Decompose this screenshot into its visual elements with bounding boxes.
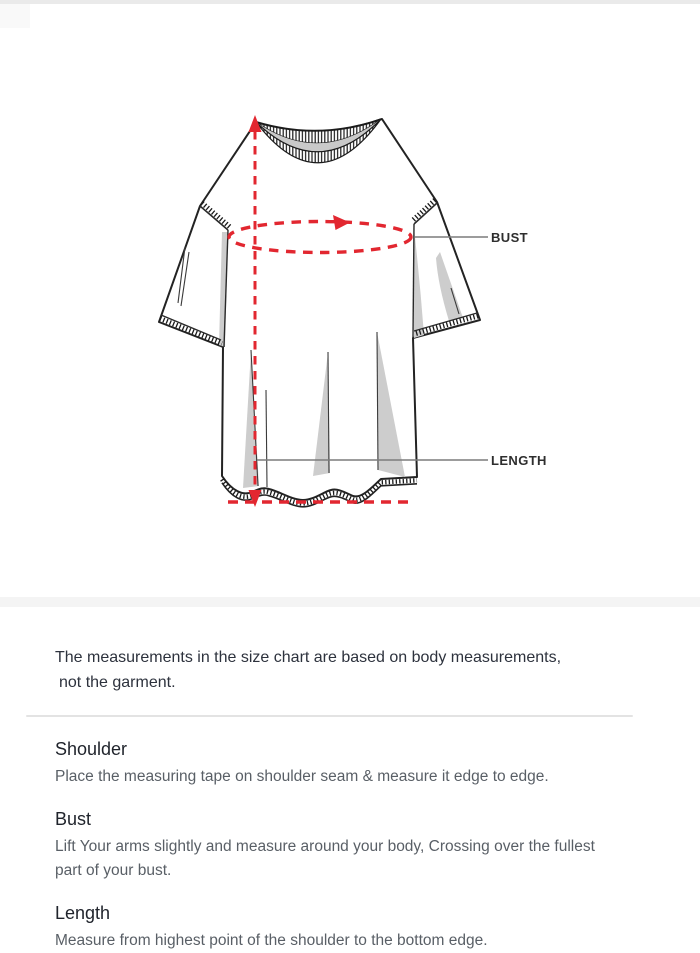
horizontal-rule xyxy=(26,715,633,717)
bust-description: Lift Your arms slightly and measure around your body, Crossing over the fullest part of your bust. xyxy=(55,838,595,879)
length-label: LENGTH xyxy=(491,453,547,468)
length-description: Measure from highest point of the shoulder to the bottom edge. xyxy=(55,932,488,949)
shoulder-heading: Shoulder xyxy=(55,739,128,759)
bust-heading: Bust xyxy=(55,809,92,829)
section-length xyxy=(55,902,617,953)
section-shoulder xyxy=(55,738,617,789)
tshirt-illustration xyxy=(159,119,480,507)
bust-label: BUST xyxy=(491,230,528,245)
section-divider-band xyxy=(0,597,700,607)
note-line-1: The measurements in the size chart are based on body measurements, xyxy=(55,649,562,666)
length-heading: Length xyxy=(55,903,111,923)
shoulder-description: Place the measuring tape on shoulder seam & measure it edge to edge. xyxy=(55,768,549,785)
note-line-2: not the garment. xyxy=(59,674,176,691)
arrow-down-icon xyxy=(249,490,262,507)
size-chart-note xyxy=(55,645,615,695)
section-bust xyxy=(55,808,617,883)
